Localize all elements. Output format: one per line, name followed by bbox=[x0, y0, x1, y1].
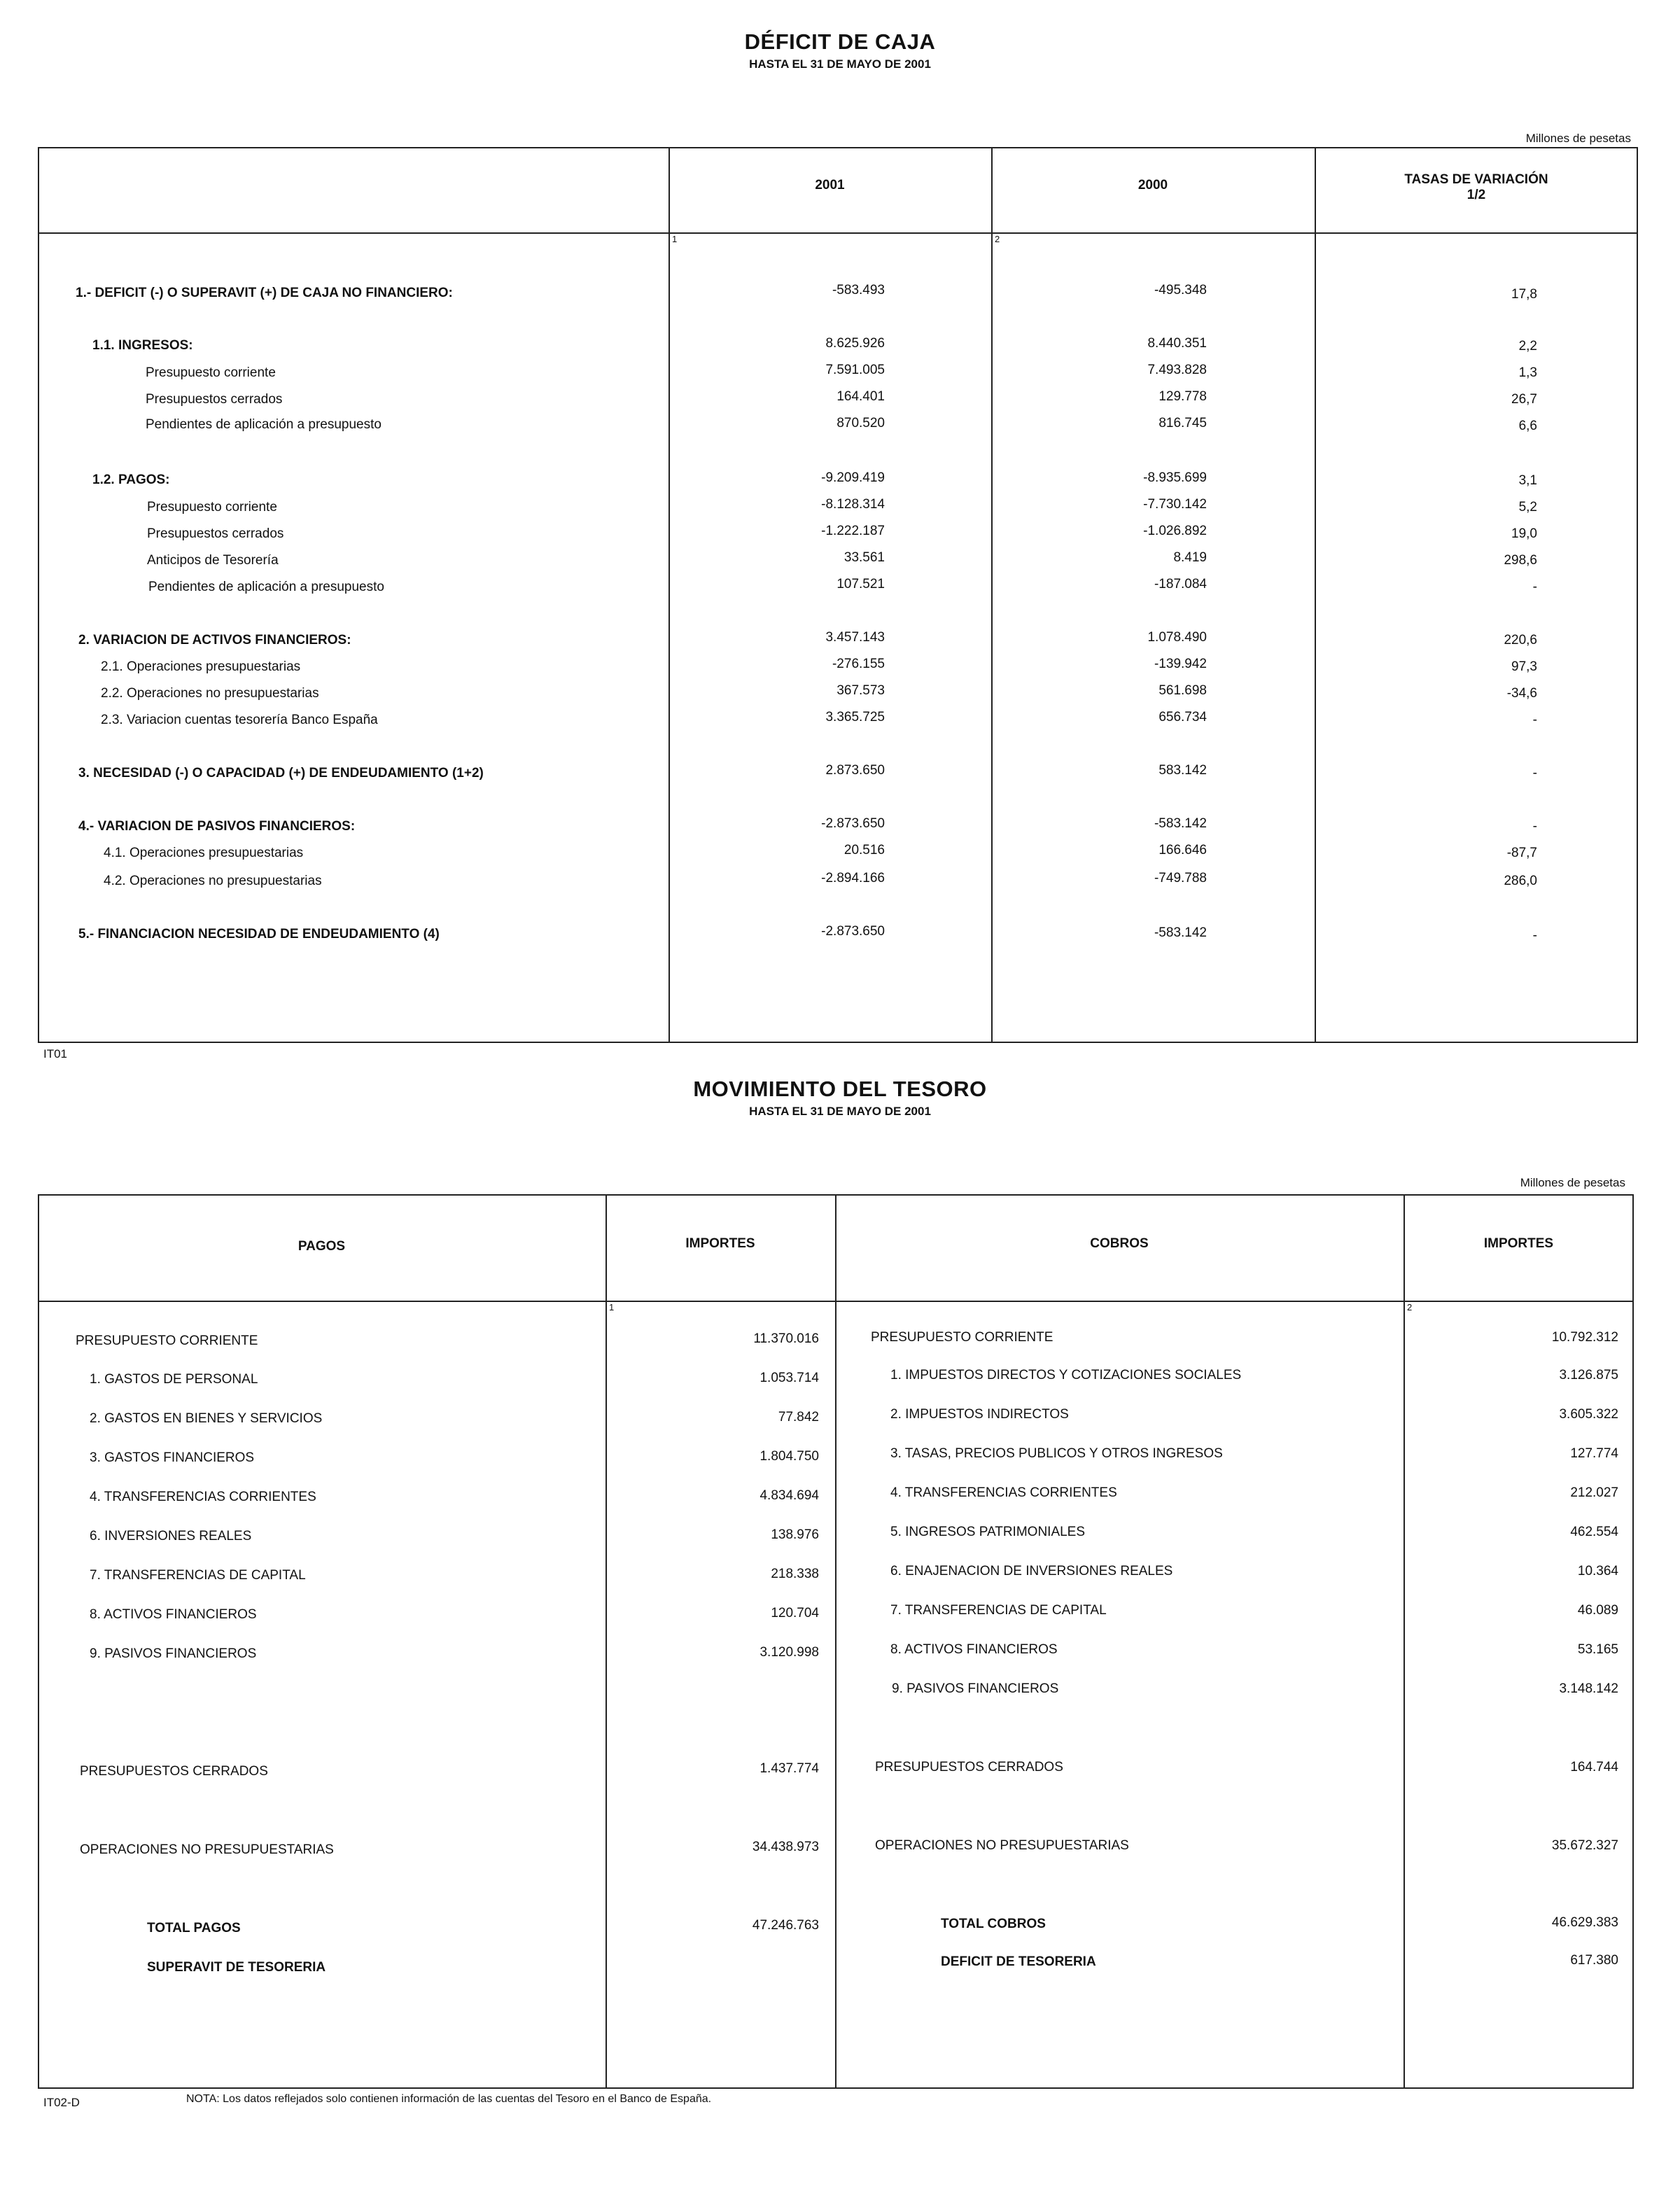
deficit-row-label: 1.2. PAGOS: bbox=[92, 472, 170, 487]
cobros-row-label: 1. IMPUESTOS DIRECTOS Y COTIZACIONES SOCIALES bbox=[890, 1368, 1242, 1382]
cobros-row-label: DEFICIT DE TESORERIA bbox=[941, 1954, 1096, 1969]
deficit-row-2001: 33.561 bbox=[844, 550, 885, 565]
tesoro-header-cobros: COBROS bbox=[1090, 1236, 1149, 1251]
cobros-row-value: 617.380 bbox=[1570, 1953, 1618, 1968]
pagos-row-value: 218.338 bbox=[771, 1567, 819, 1581]
cobros-row-value: 10.364 bbox=[1577, 1564, 1618, 1578]
deficit-col-divider-3 bbox=[1315, 147, 1316, 1043]
deficit-row-tasa: 5,2 bbox=[1518, 500, 1537, 514]
deficit-row-label: 1.1. INGRESOS: bbox=[92, 338, 193, 353]
deficit-row-2000: -583.142 bbox=[1154, 925, 1207, 940]
pagos-row-value: 1.804.750 bbox=[760, 1449, 819, 1464]
deficit-row-2000: 1.078.490 bbox=[1147, 630, 1207, 645]
deficit-row-2000: -583.142 bbox=[1154, 816, 1207, 831]
tesoro-header-importes-pagos: IMPORTES bbox=[685, 1236, 755, 1251]
deficit-row-2001: 367.573 bbox=[836, 683, 885, 698]
deficit-row-2001: 870.520 bbox=[836, 416, 885, 430]
deficit-row-tasa: -87,7 bbox=[1506, 846, 1537, 860]
pagos-row-label: 8. ACTIVOS FINANCIEROS bbox=[90, 1607, 257, 1622]
deficit-table bbox=[38, 147, 1638, 1043]
deficit-code: IT01 bbox=[43, 1047, 68, 1060]
deficit-header-tasas: TASAS DE VARIACIÓN bbox=[1404, 172, 1548, 187]
deficit-row-2001: 2.873.650 bbox=[825, 763, 885, 778]
deficit-header-2000: 2000 bbox=[1138, 178, 1168, 192]
deficit-row-2001: -1.222.187 bbox=[821, 524, 885, 538]
deficit-row-2000: -8.935.699 bbox=[1143, 470, 1207, 485]
tesoro-code: IT02-D bbox=[43, 2096, 80, 2109]
deficit-row-2001: 8.625.926 bbox=[825, 336, 885, 351]
cobros-row-value: 46.629.383 bbox=[1551, 1915, 1618, 1930]
deficit-header-tasas-sub: 1/2 bbox=[1466, 188, 1486, 202]
deficit-row-label: Presupuestos cerrados bbox=[147, 526, 284, 541]
deficit-row-2000: -187.084 bbox=[1154, 577, 1207, 592]
cobros-row-label: PRESUPUESTO CORRIENTE bbox=[871, 1330, 1054, 1345]
pagos-row-label: 2. GASTOS EN BIENES Y SERVICIOS bbox=[90, 1411, 323, 1426]
cobros-row-label: 2. IMPUESTOS INDIRECTOS bbox=[890, 1407, 1069, 1422]
pagos-row-value: 11.370.016 bbox=[753, 1331, 819, 1346]
deficit-row-2000: 129.778 bbox=[1158, 389, 1207, 404]
deficit-row-tasa: 97,3 bbox=[1511, 659, 1537, 674]
tesoro-note: NOTA: Los datos reflejados solo contienen información de las cuentas del Tesoro en el Banco de España. bbox=[186, 2093, 712, 2105]
tesoro-col-divider-1 bbox=[606, 1194, 607, 2089]
cobros-row-value: 46.089 bbox=[1577, 1603, 1618, 1618]
deficit-row-label: 2.3. Variacion cuentas tesorería Banco España bbox=[101, 713, 378, 727]
cobros-row-label: 3. TASAS, PRECIOS PUBLICOS Y OTROS INGRESOS bbox=[890, 1446, 1223, 1461]
deficit-row-2000: -749.788 bbox=[1154, 871, 1207, 886]
tesoro-col-divider-2 bbox=[835, 1194, 836, 2089]
pagos-row-label: PRESUPUESTO CORRIENTE bbox=[76, 1334, 258, 1348]
deficit-row-tasa: 3,1 bbox=[1518, 473, 1537, 488]
cobros-row-value: 164.744 bbox=[1570, 1760, 1618, 1774]
pagos-row-label: 9. PASIVOS FINANCIEROS bbox=[90, 1646, 257, 1661]
deficit-header-divider bbox=[38, 232, 1638, 234]
deficit-row-2001: -2.873.650 bbox=[821, 816, 885, 831]
deficit-row-label: 4.1. Operaciones presupuestarias bbox=[104, 846, 304, 860]
deficit-unit: Millones de pesetas bbox=[1525, 132, 1631, 145]
cobros-row-value: 10.792.312 bbox=[1551, 1330, 1618, 1345]
deficit-row-tasa: 298,6 bbox=[1504, 553, 1537, 568]
cobros-row-value: 3.605.322 bbox=[1559, 1407, 1618, 1422]
deficit-row-2001: -583.493 bbox=[832, 283, 885, 298]
deficit-row-2001: 3.365.725 bbox=[825, 710, 885, 724]
deficit-row-tasa: - bbox=[1532, 766, 1537, 780]
pagos-row-value: 120.704 bbox=[771, 1606, 819, 1620]
deficit-row-2000: 7.493.828 bbox=[1147, 363, 1207, 377]
deficit-row-tasa: 17,8 bbox=[1511, 287, 1537, 302]
tesoro-colnum-2: 2 bbox=[1407, 1302, 1413, 1312]
deficit-row-label: Anticipos de Tesorería bbox=[147, 553, 279, 568]
deficit-col-divider-2 bbox=[991, 147, 993, 1043]
deficit-colnum-1: 1 bbox=[672, 234, 678, 244]
deficit-header-2001: 2001 bbox=[815, 178, 845, 192]
pagos-row-value: 1.053.714 bbox=[760, 1371, 819, 1385]
cobros-row-value: 3.148.142 bbox=[1559, 1681, 1618, 1696]
deficit-col-divider-1 bbox=[668, 147, 670, 1043]
deficit-row-2000: 656.734 bbox=[1158, 710, 1207, 724]
deficit-row-label: Pendientes de aplicación a presupuesto bbox=[148, 580, 384, 594]
deficit-row-2000: -1.026.892 bbox=[1143, 524, 1207, 538]
deficit-row-label: 2.1. Operaciones presupuestarias bbox=[101, 659, 301, 674]
pagos-row-label: OPERACIONES NO PRESUPUESTARIAS bbox=[80, 1842, 334, 1857]
cobros-row-value: 462.554 bbox=[1570, 1525, 1618, 1539]
cobros-row-label: TOTAL COBROS bbox=[941, 1917, 1046, 1931]
cobros-row-label: 9. PASIVOS FINANCIEROS bbox=[892, 1681, 1059, 1696]
deficit-row-tasa: 220,6 bbox=[1504, 633, 1537, 648]
pagos-row-label: TOTAL PAGOS bbox=[147, 1921, 241, 1935]
deficit-row-tasa: - bbox=[1532, 928, 1537, 943]
deficit-row-label: Presupuesto corriente bbox=[146, 365, 276, 380]
deficit-row-2000: 583.142 bbox=[1158, 763, 1207, 778]
deficit-row-2001: 3.457.143 bbox=[825, 630, 885, 645]
deficit-row-label: 4.2. Operaciones no presupuestarias bbox=[104, 874, 322, 888]
deficit-row-tasa: 286,0 bbox=[1504, 874, 1537, 888]
deficit-row-2000: 816.745 bbox=[1158, 416, 1207, 430]
deficit-row-label: Pendientes de aplicación a presupuesto bbox=[146, 417, 382, 432]
cobros-row-label: PRESUPUESTOS CERRADOS bbox=[875, 1760, 1063, 1774]
cobros-row-label: 6. ENAJENACION DE INVERSIONES REALES bbox=[890, 1564, 1173, 1578]
pagos-row-label: 3. GASTOS FINANCIEROS bbox=[90, 1450, 255, 1465]
deficit-row-2000: -139.942 bbox=[1154, 657, 1207, 671]
cobros-row-value: 53.165 bbox=[1577, 1642, 1618, 1657]
pagos-row-label: SUPERAVIT DE TESORERIA bbox=[147, 1960, 326, 1975]
pagos-row-value: 138.976 bbox=[771, 1527, 819, 1542]
cobros-row-label: 8. ACTIVOS FINANCIEROS bbox=[890, 1642, 1058, 1657]
deficit-row-label: Presupuestos cerrados bbox=[146, 392, 283, 407]
deficit-row-tasa: 1,3 bbox=[1518, 365, 1537, 380]
deficit-row-tasa: - bbox=[1532, 580, 1537, 594]
deficit-row-2001: -9.209.419 bbox=[821, 470, 885, 485]
pagos-row-label: 1. GASTOS DE PERSONAL bbox=[90, 1372, 258, 1387]
cobros-row-value: 35.672.327 bbox=[1551, 1838, 1618, 1853]
deficit-row-2000: -495.348 bbox=[1154, 283, 1207, 298]
pagos-row-value: 47.246.763 bbox=[752, 1918, 819, 1933]
deficit-row-2001: 164.401 bbox=[836, 389, 885, 404]
pagos-row-value: 3.120.998 bbox=[760, 1645, 819, 1660]
tesoro-header-importes-cobros: IMPORTES bbox=[1483, 1236, 1554, 1251]
deficit-row-2001: -2.873.650 bbox=[821, 924, 885, 939]
tesoro-header-pagos: PAGOS bbox=[298, 1239, 346, 1254]
pagos-row-value: 77.842 bbox=[778, 1410, 819, 1424]
deficit-row-label: 4.- VARIACION DE PASIVOS FINANCIEROS: bbox=[78, 819, 356, 834]
deficit-row-2001: -8.128.314 bbox=[821, 497, 885, 512]
tesoro-title: MOVIMIENTO DEL TESORO bbox=[693, 1077, 987, 1101]
deficit-row-tasa: - bbox=[1532, 713, 1537, 727]
deficit-row-2001: -2.894.166 bbox=[821, 871, 885, 886]
deficit-row-label: 1.- DEFICIT (-) O SUPERAVIT (+) DE CAJA NO FINANCIERO: bbox=[76, 286, 453, 300]
deficit-colnum-2: 2 bbox=[995, 234, 1000, 244]
cobros-row-value: 3.126.875 bbox=[1559, 1368, 1618, 1382]
deficit-subtitle: HASTA EL 31 DE MAYO DE 2001 bbox=[749, 57, 931, 71]
deficit-row-2001: 107.521 bbox=[836, 577, 885, 592]
deficit-row-2001: 7.591.005 bbox=[825, 363, 885, 377]
deficit-row-2000: -7.730.142 bbox=[1143, 497, 1207, 512]
tesoro-subtitle: HASTA EL 31 DE MAYO DE 2001 bbox=[749, 1105, 931, 1118]
pagos-row-label: PRESUPUESTOS CERRADOS bbox=[80, 1764, 268, 1779]
deficit-title: DÉFICIT DE CAJA bbox=[744, 29, 936, 54]
pagos-row-label: 4. TRANSFERENCIAS CORRIENTES bbox=[90, 1490, 316, 1504]
deficit-row-tasa: -34,6 bbox=[1506, 686, 1537, 701]
deficit-row-tasa: 6,6 bbox=[1518, 419, 1537, 433]
tesoro-colnum-1: 1 bbox=[609, 1302, 615, 1312]
deficit-row-2001: 20.516 bbox=[844, 843, 885, 858]
deficit-row-2000: 8.419 bbox=[1173, 550, 1207, 565]
deficit-row-label: 2.2. Operaciones no presupuestarias bbox=[101, 686, 319, 701]
deficit-row-tasa: 19,0 bbox=[1511, 526, 1537, 541]
pagos-row-label: 6. INVERSIONES REALES bbox=[90, 1529, 252, 1544]
pagos-row-value: 1.437.774 bbox=[760, 1761, 819, 1776]
deficit-row-label: Presupuesto corriente bbox=[147, 500, 277, 514]
cobros-row-value: 212.027 bbox=[1570, 1485, 1618, 1500]
deficit-row-tasa: - bbox=[1532, 819, 1537, 834]
deficit-row-label: 3. NECESIDAD (-) O CAPACIDAD (+) DE ENDEUDAMIENTO (1+2) bbox=[78, 766, 484, 780]
cobros-row-label: 7. TRANSFERENCIAS DE CAPITAL bbox=[890, 1603, 1107, 1618]
pagos-row-label: 7. TRANSFERENCIAS DE CAPITAL bbox=[90, 1568, 306, 1583]
tesoro-unit: Millones de pesetas bbox=[1520, 1176, 1625, 1189]
deficit-row-2000: 166.646 bbox=[1158, 843, 1207, 858]
pagos-row-value: 34.438.973 bbox=[752, 1840, 819, 1854]
pagos-row-value: 4.834.694 bbox=[760, 1488, 819, 1503]
cobros-row-label: OPERACIONES NO PRESUPUESTARIAS bbox=[875, 1838, 1129, 1853]
deficit-row-2000: 561.698 bbox=[1158, 683, 1207, 698]
deficit-row-2001: -276.155 bbox=[832, 657, 885, 671]
cobros-row-label: 5. INGRESOS PATRIMONIALES bbox=[890, 1525, 1086, 1539]
deficit-row-label: 2. VARIACION DE ACTIVOS FINANCIEROS: bbox=[78, 633, 351, 648]
deficit-row-tasa: 26,7 bbox=[1511, 392, 1537, 407]
tesoro-col-divider-3 bbox=[1404, 1194, 1405, 2089]
cobros-row-label: 4. TRANSFERENCIAS CORRIENTES bbox=[890, 1485, 1117, 1500]
cobros-row-value: 127.774 bbox=[1570, 1446, 1618, 1461]
deficit-row-tasa: 2,2 bbox=[1518, 339, 1537, 354]
deficit-row-label: 5.- FINANCIACION NECESIDAD DE ENDEUDAMIENTO (4) bbox=[78, 927, 440, 941]
deficit-row-2000: 8.440.351 bbox=[1147, 336, 1207, 351]
